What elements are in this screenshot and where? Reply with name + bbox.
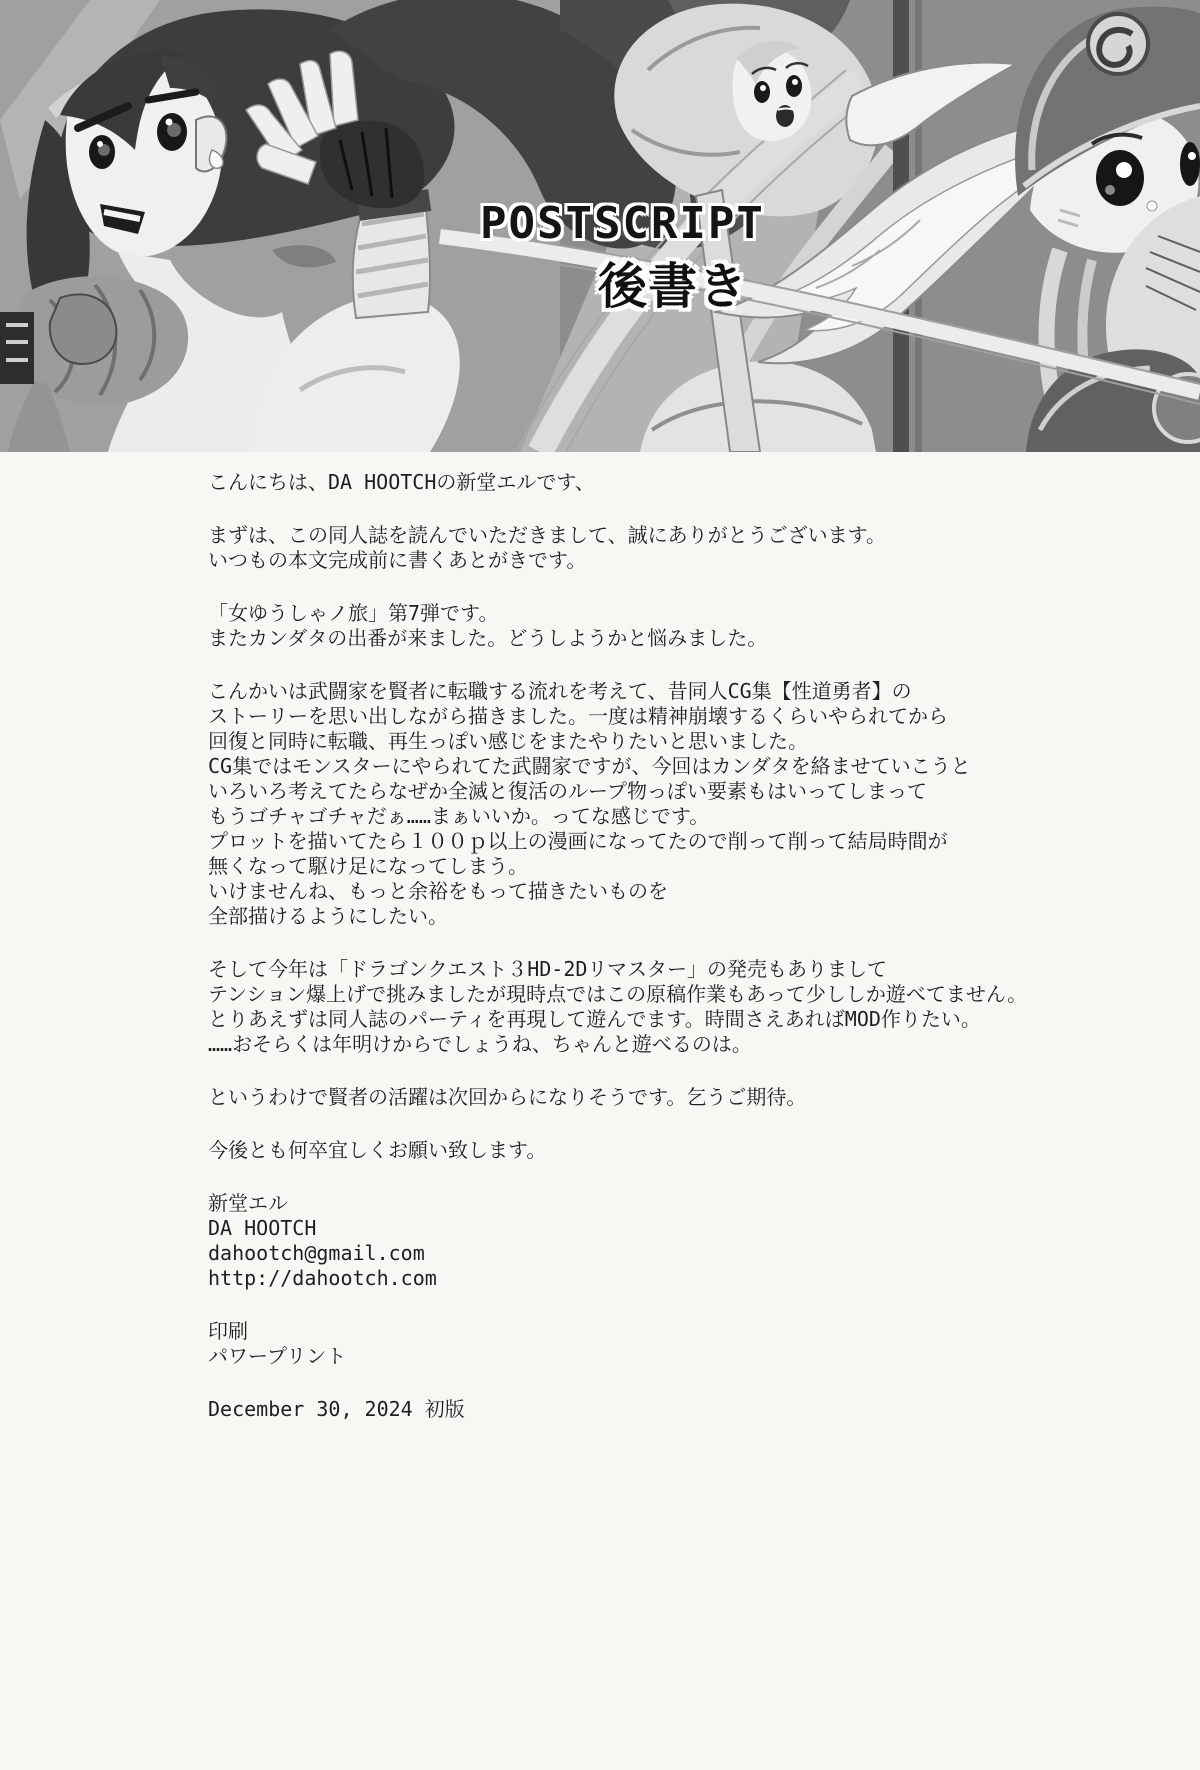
header-illustration xyxy=(0,0,1200,452)
letter-line: ストーリーを思い出しながら描きました。一度は精神崩壊するくらいやられてから xyxy=(208,704,948,728)
letter-paragraph xyxy=(208,470,1120,495)
letter-paragraph xyxy=(208,1085,1120,1110)
letter-paragraph xyxy=(208,1138,1120,1163)
letter-line: こんにちは、DA HOOTCHの新堂エルです、 xyxy=(208,470,595,494)
printer-name: パワープリント xyxy=(208,1344,347,1368)
letter-line: テンション爆上げで挑みましたが現時点ではこの原稿作業もあって少ししか遊べてません。 xyxy=(208,982,1028,1006)
signature-block xyxy=(208,1191,1120,1291)
edition-block xyxy=(208,1397,1120,1422)
letter-line: 「女ゆうしゃノ旅」第7弾です。 xyxy=(208,601,499,625)
letter-line: いけませんね、もっと余裕をもって描きたいものを xyxy=(208,879,668,903)
circle-name: DA HOOTCH xyxy=(208,1216,317,1240)
letter-line: 全部描けるようにしたい。 xyxy=(208,904,448,928)
website-url: http://dahootch.com xyxy=(208,1266,437,1290)
postscript-title-ja: 後書き xyxy=(598,260,749,314)
edition-date: December 30, 2024 初版 xyxy=(208,1397,465,1421)
letter-line: こんかいは武闘家を賢者に転職する流れを考えて、昔同人CG集【性道勇者】の xyxy=(208,679,912,703)
letter-line: そして今年は「ドラゴンクエスト３HD-2Dリマスター」の発売もありまして xyxy=(208,957,888,981)
letter-line: というわけで賢者の活躍は次回からになりそうです。乞うご期待。 xyxy=(208,1085,807,1109)
letter-line: 今後とも何卒宜しくお願い致します。 xyxy=(208,1138,547,1162)
letter-line: プロットを描いてたら１００ｐ以上の漫画になってたので削って削って結局時間が xyxy=(208,829,948,853)
letter-line: まずは、この同人誌を読んでいただきまして、誠にありがとうございます。 xyxy=(208,523,886,547)
letter-line: とりあえずは同人誌のパーティを再現して遊んでます。時間さえあればMOD作りたい。 xyxy=(208,1007,981,1031)
letter-paragraph xyxy=(208,523,1120,573)
afterword-letter xyxy=(0,452,1200,1450)
email-address: dahootch@gmail.com xyxy=(208,1241,425,1265)
printing-block xyxy=(208,1319,1120,1369)
letter-paragraph xyxy=(208,957,1120,1057)
letter-line: いつもの本文完成前に書くあとがきです。 xyxy=(208,548,587,572)
printing-label: 印刷 xyxy=(208,1319,248,1343)
letter-line: またカンダタの出番が来ました。どうしようかと悩みました。 xyxy=(208,626,768,650)
letter-line: 回復と同時に転職、再生っぽい感じをまたやりたいと思いました。 xyxy=(208,729,808,753)
letter-line: 無くなって駆け足になってしまう。 xyxy=(208,854,528,878)
letter-line: もうゴチャゴチャだぁ……まぁいいか。ってな感じです。 xyxy=(208,804,710,828)
letter-paragraph xyxy=(208,679,1120,929)
postscript-title-en: POSTSCRIPT xyxy=(480,198,765,249)
letter-paragraph xyxy=(208,601,1120,651)
letter-line: いろいろ考えてたらなぜか全滅と復活のループ物っぽい要素もはいってしまって xyxy=(208,779,927,803)
letter-line: ……おそらくは年明けからでしょうね、ちゃんと遊べるのは。 xyxy=(208,1032,752,1056)
letter-line: CG集ではモンスターにやられてた武闘家ですが、今回はカンダタを絡ませていこうと xyxy=(208,754,971,778)
author-name: 新堂エル xyxy=(208,1191,288,1215)
